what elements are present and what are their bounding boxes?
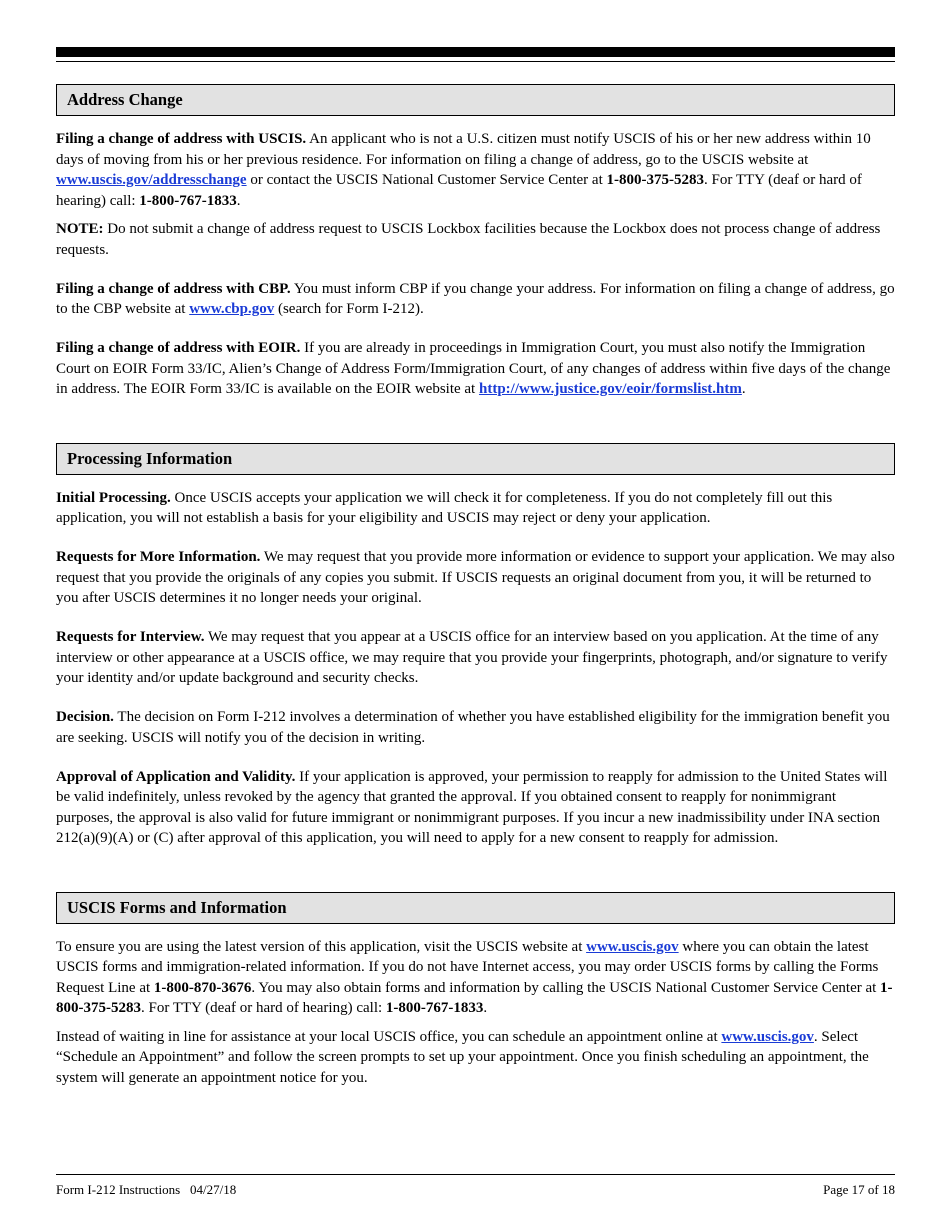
text: If you are already in proceedings in Immigration Court, you must also notify the Immigration Court on EOIR Form 33/IC, Alien’s Change of Address Form/Immigration Court, of any changes of address within five days of the change in address. The EOIR Form 33/IC is available on the EOIR website at <box>56 340 891 397</box>
section-header-forms: USCIS Forms and Information <box>56 892 895 924</box>
text: We may request that you appear at a USCIS office for an interview based on you application. At the time of any interview or other appearance at a USCIS office, we may require that you provide your fingerprints, photograph, and/or signature to verify your identity and/or update background and security checks. <box>56 629 888 686</box>
header-rule-thick <box>56 47 895 57</box>
phone-ncsc: 1-800-375-5283 <box>56 979 893 1016</box>
text: (search for Form I-212). <box>274 301 424 317</box>
phone-ncsc: 1-800-375-5283 <box>606 172 705 188</box>
paragraph-forms-website <box>56 937 895 1019</box>
footer-date: 04/27/18 <box>189 1182 237 1197</box>
footer-form-name: Form I-212 Instructions <box>56 1182 181 1197</box>
text: Once USCIS accepts your application we will check it for completeness. If you do not completely fill out this application, you will not establish a basis for your eligibility and USCIS may reject or deny your application. <box>56 489 833 526</box>
paragraph-uscis-address <box>56 129 895 211</box>
paragraph-interview <box>56 627 895 689</box>
paragraph-appointment <box>56 1027 895 1089</box>
footer-rule <box>56 1174 895 1175</box>
lead-note: NOTE: <box>56 221 104 237</box>
lead-initial-processing: Initial Processing. <box>56 489 171 506</box>
footer-page-number: Page 17 of 18 <box>823 1182 895 1197</box>
text: Do not submit a change of address request to USCIS Lockbox facilities because the Lockbox does not process change of address requests. <box>56 221 881 258</box>
header-rule-thin <box>56 61 895 62</box>
text: If your application is approved, your permission to reapply for admission to the United States will be valid indefinitely, unless revoked by the agency that granted the approval. If you obtained consent to reapply for nonimmigrant purposes, the approval is also valid for future immigrant or nonimmigrant purposes. If you incur a new inadmissibility under INA section 212(a)(9)(A) or (C) after approval of this application, you will need to apply for a new consent to reapply for admission. <box>56 768 888 846</box>
phone-tty: 1-800-767-1833 <box>385 1000 484 1016</box>
text: or contact the USCIS National Customer Service Center at <box>246 172 607 188</box>
page-content <box>56 84 895 1088</box>
lead-cbp-address: Filing a change of address with CBP. <box>56 280 291 297</box>
link-eoir-forms[interactable]: http://www.justice.gov/eoir/formslist.htm <box>478 381 742 397</box>
phone-forms-request: 1-800-870-3676 <box>153 979 252 996</box>
text: . You may also obtain forms and information by calling the USCIS National Customer Service Center at <box>251 979 881 996</box>
text: . <box>741 381 746 397</box>
text: . <box>483 1000 488 1016</box>
text: You must inform CBP if you change your address. For information on filing a change of address, go to the CBP website at <box>56 280 895 317</box>
section-header-processing: Processing Information <box>56 443 895 475</box>
lead-uscis-address: Filing a change of address with USCIS. <box>56 131 307 147</box>
lead-approval: Approval of Application and Validity. <box>56 768 296 785</box>
paragraph-cbp-address <box>56 279 895 320</box>
paragraph-initial-processing <box>56 488 895 529</box>
link-uscis[interactable]: www.uscis.gov <box>586 938 679 955</box>
text: where you can obtain the latest USCIS forms and immigration-related information. If you do not have Internet access, you may order USCIS forms by calling the Forms Request Line at <box>56 938 879 996</box>
link-uscis-appointment[interactable]: www.uscis.gov <box>721 1028 814 1045</box>
text: We may request that you provide more information or evidence to support your application. We may also request that you provide the originals of any copies you submit. If USCIS requests an original document from you, it will be returned to you after USCIS determines it no longer needs your original. <box>56 549 895 606</box>
footer-form-info <box>56 1181 236 1199</box>
text: . <box>236 192 241 209</box>
text: An applicant who is not a U.S. citizen must notify USCIS of his or her new address within 10 days of moving from his or her previous residence. For information on filing a change of address, go to the USCIS website at <box>56 131 871 168</box>
paragraph-approval <box>56 767 895 849</box>
section-header-address-change: Address Change <box>56 84 895 116</box>
paragraph-eoir-address <box>56 338 895 400</box>
paragraph-more-info <box>56 547 895 609</box>
paragraph-note <box>56 219 895 260</box>
lead-decision: Decision. <box>56 709 114 725</box>
link-uscis-addresschange[interactable]: www.uscis.gov/addresschange <box>56 172 247 188</box>
text: . For TTY (deaf or hard of hearing) call: <box>141 1000 386 1016</box>
lead-more-info: Requests for More Information. <box>56 549 261 565</box>
text: Instead of waiting in line for assistance at your local USCIS office, you can schedule an appointment online at <box>56 1028 722 1045</box>
lead-interview: Requests for Interview. <box>56 629 205 645</box>
phone-tty: 1-800-767-1833 <box>139 192 237 209</box>
paragraph-decision <box>56 707 895 748</box>
lead-eoir-address: Filing a change of address with EOIR. <box>56 340 301 356</box>
text: To ensure you are using the latest version of this application, visit the USCIS website at <box>56 938 587 955</box>
text: The decision on Form I-212 involves a determination of whether you have established eligibility for the immigration benefit you are seeking. USCIS will notify you of the decision in writing. <box>56 709 890 746</box>
text: . For TTY (deaf or hard of hearing) call: <box>56 172 862 209</box>
text: . Select “Schedule an Appointment” and follow the screen prompts to set up your appointment. Once you finish scheduling an appointment, the system will generate an appointment notice for you. <box>56 1028 869 1086</box>
link-cbp[interactable]: www.cbp.gov <box>189 301 275 317</box>
